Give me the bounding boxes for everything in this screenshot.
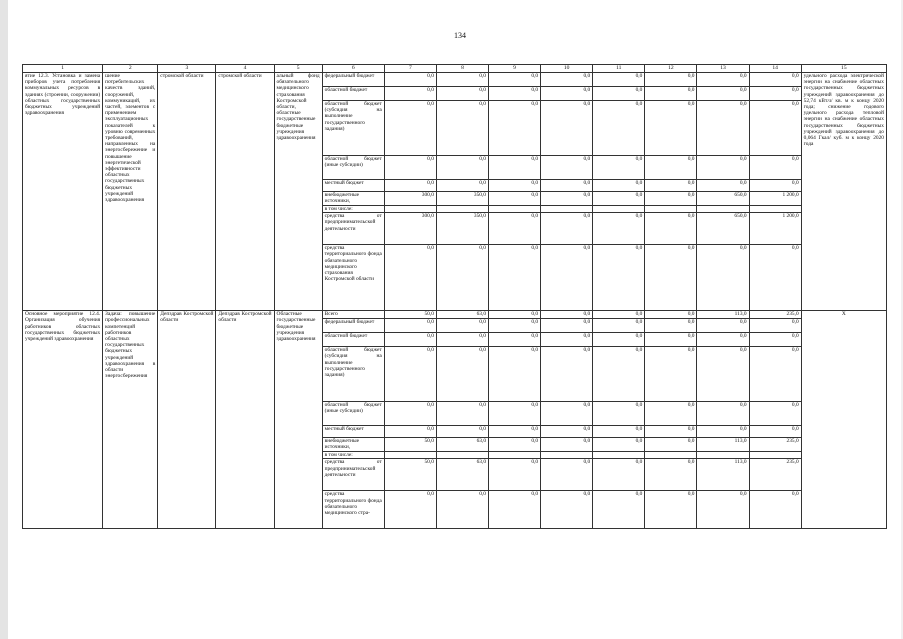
column-number: 2: [103, 65, 158, 73]
amount-cell: 0,0: [645, 333, 697, 347]
amount-cell: 300,0: [384, 213, 436, 245]
amount-cell: 0,0: [593, 192, 645, 206]
amount-cell: 0,0: [541, 347, 593, 402]
amount-cell: 0,0: [489, 192, 541, 206]
amount-cell: 0,0: [384, 426, 436, 438]
amount-cell: 0,0: [593, 347, 645, 402]
amount-cell: 0,0: [436, 347, 488, 402]
funding-source-cell: средства территориального фонда обязательного медицинского стра-: [322, 491, 384, 529]
amount-cell: 0,0: [697, 180, 749, 192]
amount-cell: 50,0: [384, 438, 436, 452]
amount-cell: 0,0: [645, 101, 697, 156]
amount-cell: 0,0: [593, 87, 645, 101]
participants-cell: альный фонд обязательного медицинского страхования Костромской области, областные государственные бюджетные учреждения здравоохранения: [274, 73, 322, 311]
amount-cell: 0,0: [645, 459, 697, 491]
amount-cell: 0,0: [593, 311, 645, 319]
amount-cell: 0,0: [384, 319, 436, 333]
funding-source-cell: средства территориального фонда обязательного медицинского страхования Костромской области: [322, 245, 384, 311]
funding-source-cell: внебюджетные источники,: [322, 192, 384, 206]
amount-cell: 0,0: [489, 101, 541, 156]
amount-cell: 0,0: [384, 245, 436, 311]
amount-cell: 0,0: [645, 73, 697, 87]
amount-cell: 0,0: [384, 491, 436, 529]
amount-cell: 350,0: [436, 192, 488, 206]
amount-cell: 0,0: [489, 87, 541, 101]
amount-cell: 0,0: [593, 426, 645, 438]
amount-cell: 0,0: [541, 245, 593, 311]
funding-source-cell: областной бюджет: [322, 87, 384, 101]
amount-cell: 0,0: [749, 87, 801, 101]
amount-cell: 0,0: [384, 402, 436, 426]
amount-cell: [436, 452, 488, 459]
amount-cell: 0,0: [593, 245, 645, 311]
funding-source-cell: федеральный бюджет: [322, 319, 384, 333]
amount-cell: 0,0: [749, 73, 801, 87]
amount-cell: 0,0: [645, 402, 697, 426]
amount-cell: 0,0: [749, 333, 801, 347]
amount-cell: [749, 452, 801, 459]
amount-cell: 0,0: [489, 402, 541, 426]
amount-cell: 0,0: [749, 319, 801, 333]
amount-cell: [593, 452, 645, 459]
funding-source-cell: внебюджетные источники,: [322, 438, 384, 452]
amount-cell: 350,0: [436, 213, 488, 245]
amount-cell: 0,0: [541, 402, 593, 426]
amount-cell: 0,0: [645, 87, 697, 101]
amount-cell: 0,0: [384, 101, 436, 156]
amount-cell: 0,0: [749, 245, 801, 311]
expected-result-cell: Х: [801, 311, 886, 529]
amount-cell: 1 200,0: [749, 213, 801, 245]
amount-cell: 0,0: [436, 180, 488, 192]
amount-cell: 0,0: [436, 245, 488, 311]
expected-result-cell: удельного расхода электрической энергии на снабжение областных государственных бюджетных учреждений здравоохранения до 52,74 кВт.ч/ кв. м к концу 2020 года; снижение годового удельного расхода тепловой энергии на снабжение областных государственных бюджетных учреждений здравоохранения до 0,064 Гкал/ куб. м к концу 2020 года: [801, 73, 886, 311]
co-executor-cell: стромской области: [216, 73, 274, 311]
amount-cell: 0,0: [436, 426, 488, 438]
amount-cell: 0,0: [749, 180, 801, 192]
funding-source-cell: в том числе:: [322, 206, 384, 213]
amount-cell: 0,0: [593, 73, 645, 87]
amount-cell: 0,0: [697, 245, 749, 311]
funding-source-cell: Всего: [322, 311, 384, 319]
amount-cell: 0,0: [697, 87, 749, 101]
amount-cell: 0,0: [541, 491, 593, 529]
column-number: 5: [274, 65, 322, 73]
amount-cell: 0,0: [593, 333, 645, 347]
amount-cell: 0,0: [645, 438, 697, 452]
amount-cell: 0,0: [697, 319, 749, 333]
amount-cell: 0,0: [541, 101, 593, 156]
table-row: [23, 73, 887, 87]
amount-cell: 0,0: [436, 73, 488, 87]
amount-cell: 0,0: [645, 245, 697, 311]
amount-cell: 0,0: [384, 347, 436, 402]
amount-cell: 113,0: [697, 311, 749, 319]
amount-cell: 0,0: [384, 87, 436, 101]
amount-cell: 0,0: [645, 311, 697, 319]
amount-cell: 0,0: [697, 73, 749, 87]
amount-cell: 0,0: [489, 73, 541, 87]
co-executor-cell: Депздрав Костромской области: [216, 311, 274, 529]
amount-cell: 0,0: [749, 156, 801, 180]
amount-cell: 0,0: [541, 156, 593, 180]
amount-cell: 0,0: [645, 156, 697, 180]
amount-cell: 63,0: [436, 438, 488, 452]
activity-name-cell: Основное мероприятие 12.4. Организация обучения работников областных государственных бюджетных учреждений здравоохранения: [23, 311, 103, 529]
column-number: 15: [801, 65, 886, 73]
amount-cell: 0,0: [541, 87, 593, 101]
amount-cell: 0,0: [645, 180, 697, 192]
column-number: 3: [158, 65, 216, 73]
funding-source-cell: средства от предпринимательской деятельности: [322, 213, 384, 245]
amount-cell: [593, 206, 645, 213]
amount-cell: [436, 206, 488, 213]
amount-cell: 235,0: [749, 311, 801, 319]
amount-cell: 0,0: [541, 438, 593, 452]
amount-cell: 0,0: [489, 319, 541, 333]
amount-cell: 0,0: [593, 491, 645, 529]
amount-cell: [697, 206, 749, 213]
amount-cell: 63,0: [436, 311, 488, 319]
amount-cell: 0,0: [489, 459, 541, 491]
funding-source-cell: средства от предпринимательской деятельности: [322, 459, 384, 491]
amount-cell: 0,0: [489, 426, 541, 438]
amount-cell: 0,0: [384, 333, 436, 347]
amount-cell: 0,0: [697, 491, 749, 529]
amount-cell: 235,0: [749, 438, 801, 452]
amount-cell: 0,0: [541, 459, 593, 491]
amount-cell: [541, 206, 593, 213]
amount-cell: [749, 206, 801, 213]
amount-cell: 0,0: [384, 73, 436, 87]
column-number: 6: [322, 65, 384, 73]
responsible-executor-cell: Депздрав Костромской области: [158, 311, 216, 529]
funding-table: [22, 64, 887, 529]
amount-cell: 50,0: [384, 459, 436, 491]
amount-cell: 0,0: [436, 491, 488, 529]
viewer-left-edge: [0, 0, 8, 639]
amount-cell: 300,0: [384, 192, 436, 206]
funding-source-cell: областной бюджет (субсидия на выполнение государственного задания): [322, 347, 384, 402]
amount-cell: 650,0: [697, 213, 749, 245]
responsible-executor-cell: стромской области: [158, 73, 216, 311]
amount-cell: 0,0: [436, 319, 488, 333]
table-row: [23, 311, 887, 319]
amount-cell: 0,0: [489, 245, 541, 311]
funding-source-cell: областной бюджет (иные субсидии): [322, 156, 384, 180]
funding-source-cell: местный бюджет: [322, 426, 384, 438]
amount-cell: 50,0: [384, 311, 436, 319]
amount-cell: 0,0: [697, 426, 749, 438]
amount-cell: 0,0: [541, 333, 593, 347]
amount-cell: [489, 452, 541, 459]
amount-cell: 0,0: [489, 438, 541, 452]
column-number: 1: [23, 65, 103, 73]
amount-cell: 0,0: [541, 311, 593, 319]
amount-cell: 0,0: [436, 402, 488, 426]
amount-cell: 0,0: [645, 491, 697, 529]
amount-cell: 0,0: [541, 192, 593, 206]
amount-cell: 0,0: [697, 156, 749, 180]
amount-cell: 0,0: [697, 333, 749, 347]
column-number: 10: [541, 65, 593, 73]
funding-source-cell: областной бюджет: [322, 333, 384, 347]
column-number: 7: [384, 65, 436, 73]
amount-cell: 0,0: [593, 459, 645, 491]
amount-cell: [645, 206, 697, 213]
amount-cell: 0,0: [489, 213, 541, 245]
column-number: 14: [749, 65, 801, 73]
amount-cell: 0,0: [436, 87, 488, 101]
amount-cell: 113,0: [697, 438, 749, 452]
task-description-cell: Задача: повышение профессиональных компетенций работников областных государственных бюджетных учреждений здравоохранения в области энергосбережения: [103, 311, 158, 529]
amount-cell: 0,0: [593, 319, 645, 333]
funding-source-cell: федеральный бюджет: [322, 73, 384, 87]
amount-cell: 0,0: [384, 180, 436, 192]
column-number-header: [23, 65, 887, 73]
amount-cell: [489, 206, 541, 213]
amount-cell: 0,0: [384, 156, 436, 180]
amount-cell: 0,0: [436, 101, 488, 156]
amount-cell: 235,0: [749, 459, 801, 491]
funding-source-cell: областной бюджет (субсидия на выполнение государственного задания): [322, 101, 384, 156]
amount-cell: 0,0: [645, 213, 697, 245]
amount-cell: [384, 206, 436, 213]
amount-cell: 0,0: [489, 491, 541, 529]
amount-cell: [384, 452, 436, 459]
amount-cell: 0,0: [645, 192, 697, 206]
column-number: 9: [489, 65, 541, 73]
amount-cell: 0,0: [541, 426, 593, 438]
amount-cell: 63,0: [436, 459, 488, 491]
amount-cell: 0,0: [645, 319, 697, 333]
amount-cell: 0,0: [436, 156, 488, 180]
amount-cell: 0,0: [593, 213, 645, 245]
column-number: 8: [436, 65, 488, 73]
funding-source-cell: в том числе:: [322, 452, 384, 459]
amount-cell: 0,0: [436, 333, 488, 347]
amount-cell: 0,0: [541, 180, 593, 192]
amount-cell: 0,0: [749, 491, 801, 529]
column-number: 11: [593, 65, 645, 73]
activity-name-cell: ятие 12.3. Установка и замена приборов учета потребления коммунальных ресурсов в зданиях (строении, сооружении) областных государственных бюджетных учреждений здравоохранения: [23, 73, 103, 311]
amount-cell: 0,0: [593, 402, 645, 426]
column-number: 4: [216, 65, 274, 73]
amount-cell: 0,0: [645, 347, 697, 402]
amount-cell: 0,0: [749, 347, 801, 402]
amount-cell: 0,0: [489, 156, 541, 180]
amount-cell: 113,0: [697, 459, 749, 491]
amount-cell: 0,0: [489, 333, 541, 347]
amount-cell: 0,0: [541, 73, 593, 87]
amount-cell: 0,0: [697, 101, 749, 156]
amount-cell: 0,0: [593, 101, 645, 156]
amount-cell: [645, 452, 697, 459]
amount-cell: 0,0: [749, 402, 801, 426]
amount-cell: 0,0: [645, 426, 697, 438]
amount-cell: 0,0: [541, 319, 593, 333]
amount-cell: 0,0: [489, 347, 541, 402]
amount-cell: 0,0: [593, 180, 645, 192]
amount-cell: 0,0: [749, 426, 801, 438]
amount-cell: 0,0: [749, 101, 801, 156]
amount-cell: [541, 452, 593, 459]
amount-cell: 0,0: [593, 156, 645, 180]
column-number: 12: [645, 65, 697, 73]
amount-cell: 1 200,0: [749, 192, 801, 206]
task-description-cell: шение потребительских качеств зданий, сооружений, коммуникаций, их частей, элементов с применением эксплуатационных показателей к уровню современных требований, направленных на энергосбережение и повышение энергетической эффективности областных государственных бюджетных учреждений здравоохранения: [103, 73, 158, 311]
column-number: 13: [697, 65, 749, 73]
amount-cell: 0,0: [489, 311, 541, 319]
funding-source-cell: областной бюджет (иные субсидии): [322, 402, 384, 426]
amount-cell: 0,0: [697, 402, 749, 426]
amount-cell: 650,0: [697, 192, 749, 206]
amount-cell: 0,0: [593, 438, 645, 452]
participants-cell: Областные государственные бюджетные учреждения здравоохранения: [274, 311, 322, 529]
amount-cell: 0,0: [489, 180, 541, 192]
page-number: 134: [454, 31, 466, 40]
amount-cell: 0,0: [697, 347, 749, 402]
amount-cell: [697, 452, 749, 459]
amount-cell: 0,0: [541, 213, 593, 245]
funding-source-cell: местный бюджет: [322, 180, 384, 192]
